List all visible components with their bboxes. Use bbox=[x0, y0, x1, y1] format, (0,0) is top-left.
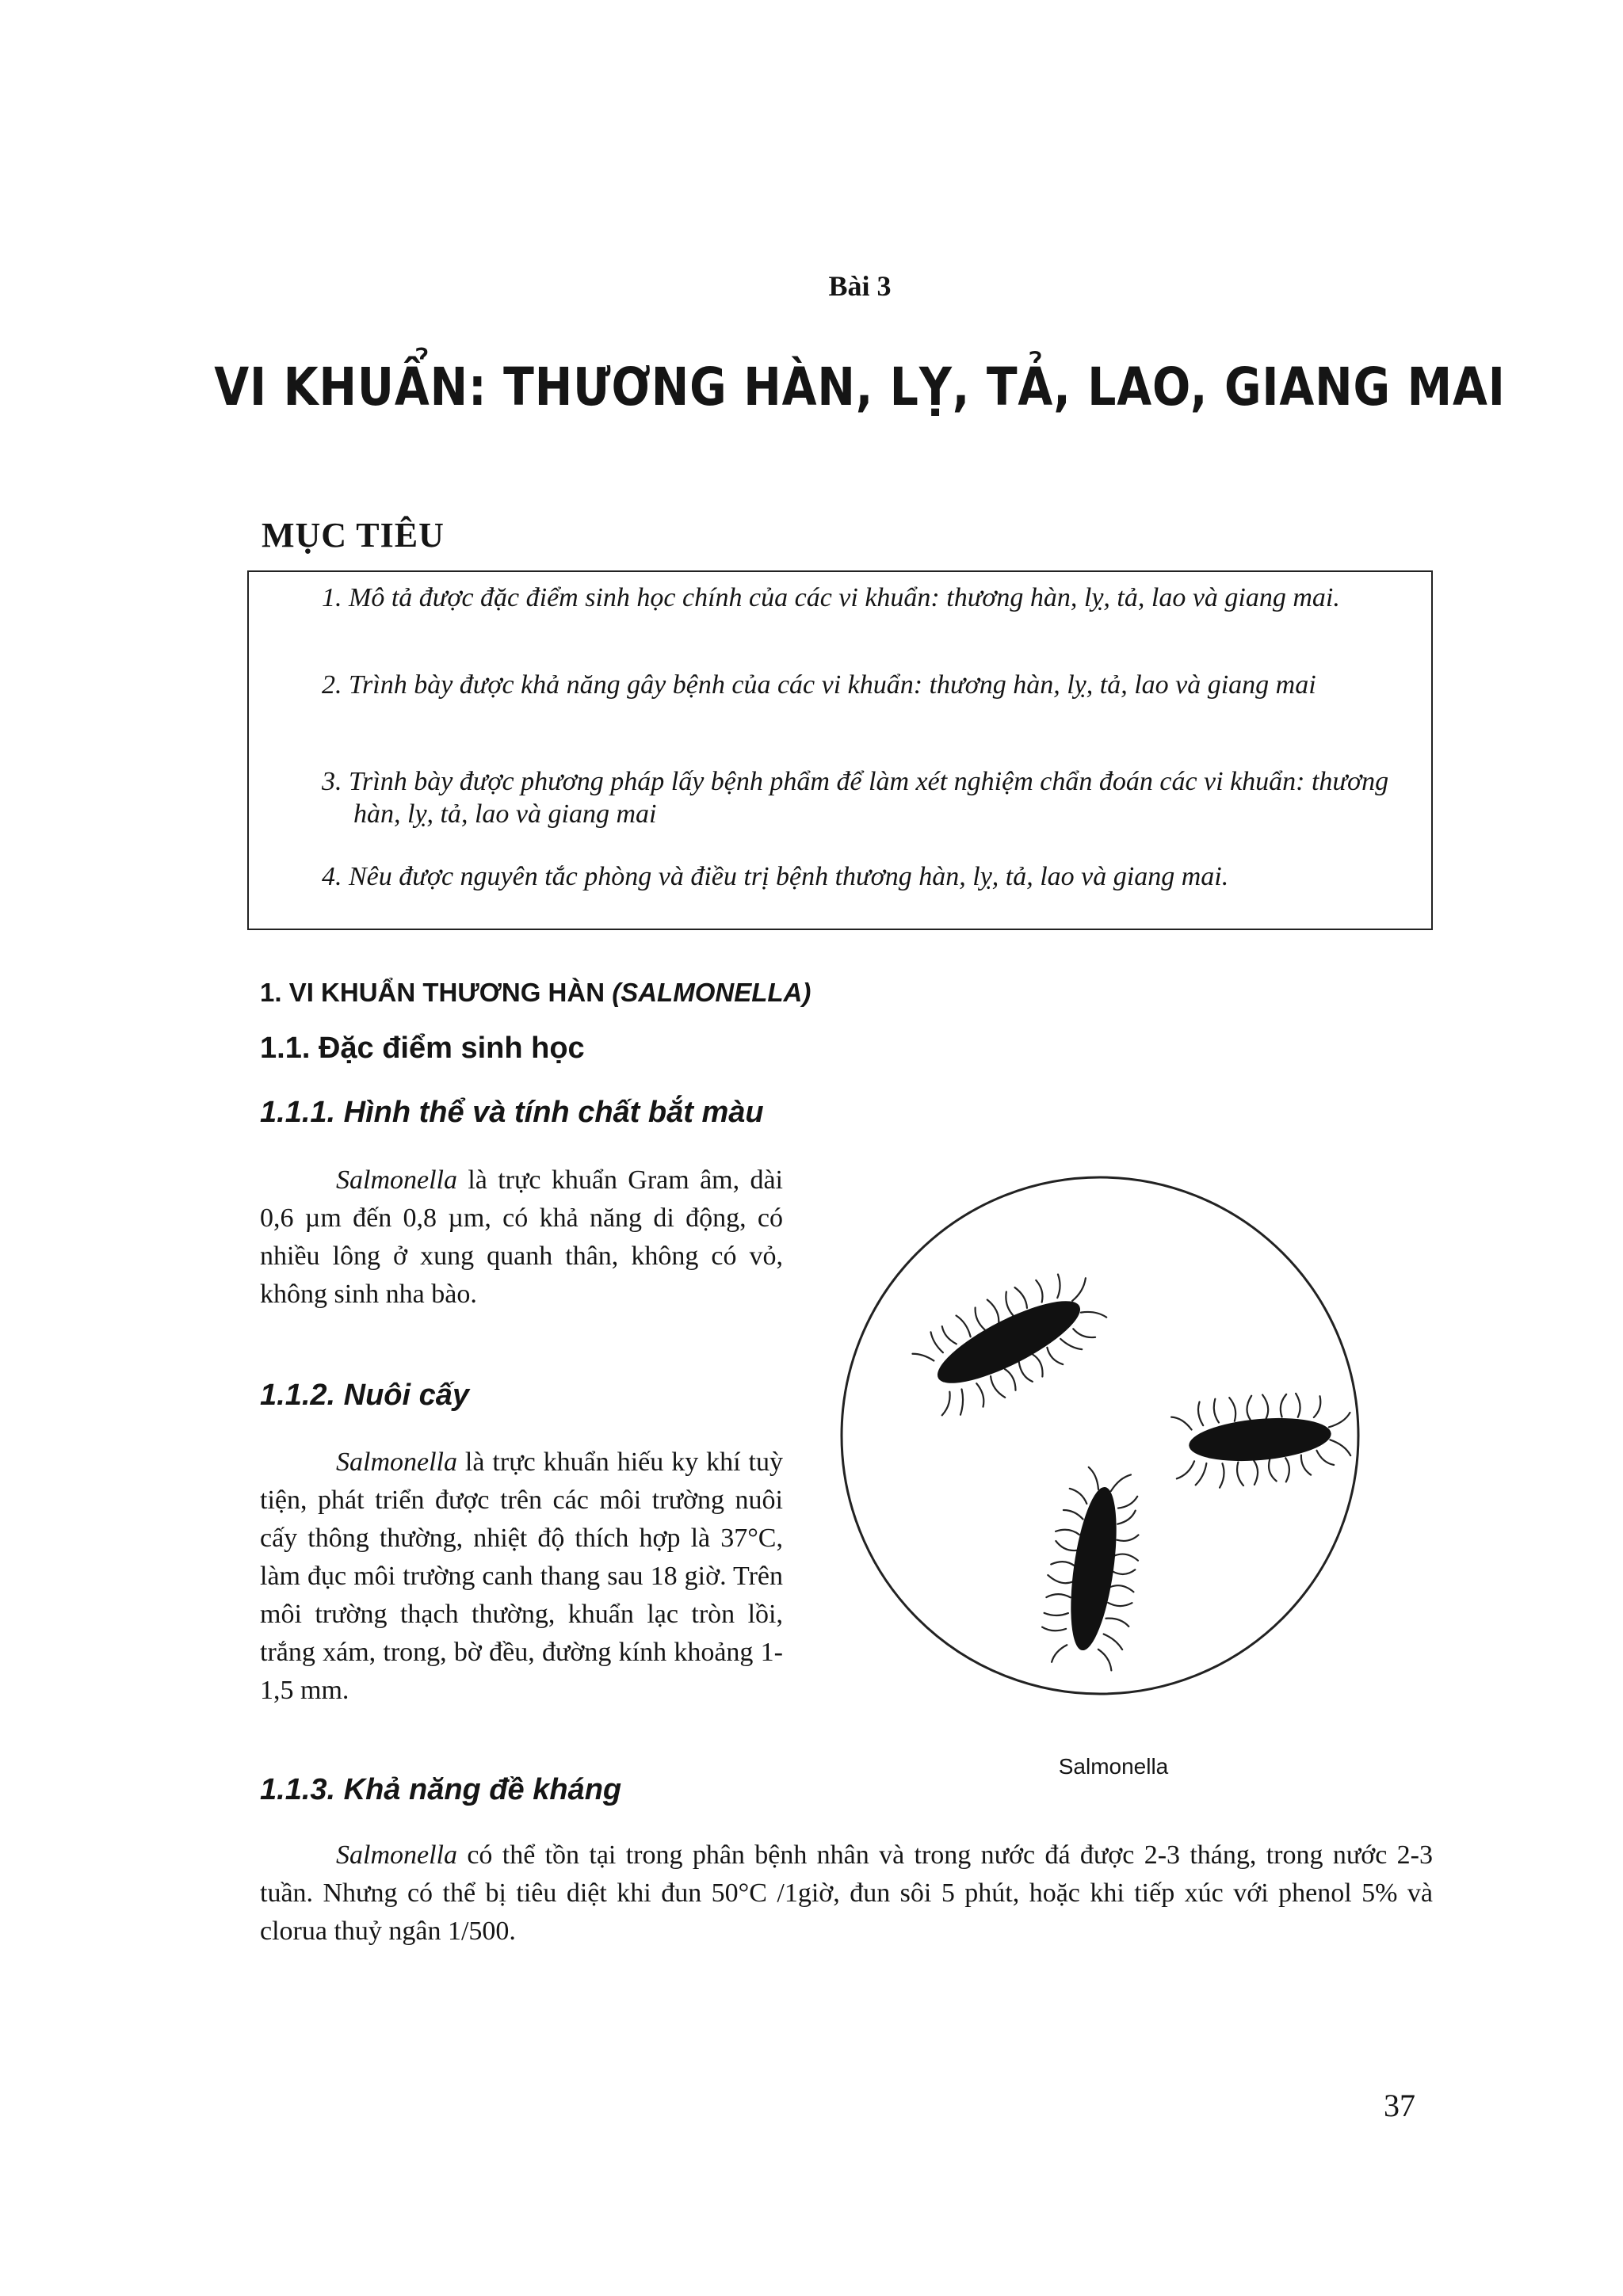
objective-item-3: 3. Trình bày được phương pháp lấy bệnh phẩm để làm xét nghiệm chẩn đoán các vi khuẩn: thương hàn, lỵ, tả, lao và giang mai bbox=[322, 767, 1389, 829]
resistance-heading: 1.1.3. Khả năng đề kháng bbox=[260, 1773, 622, 1806]
resistance-paragraph bbox=[260, 1836, 1433, 1951]
objective-item-4: 4. Nêu được nguyên tắc phòng và điều trị bệnh thương hàn, lỵ, tả, lao và giang mai. bbox=[322, 862, 1229, 891]
organism-name: Salmonella bbox=[336, 1165, 457, 1195]
objectives-heading: MỤC TIÊU bbox=[262, 516, 445, 555]
section-1-heading bbox=[260, 978, 811, 1008]
organism-name: Salmonella bbox=[336, 1447, 457, 1477]
salmonella-illustration-icon bbox=[838, 1174, 1361, 1697]
morphology-text: là trực khuẩn Gram âm, dài 0,6 µm đến 0,8 µm, có khả năng di động, có nhiều lông ở xung quanh thân, không có vỏ, không sinh nha bào. bbox=[260, 1165, 783, 1309]
objectives-box bbox=[247, 570, 1433, 930]
morphology-paragraph bbox=[260, 1161, 783, 1314]
lesson-number: Bài 3 bbox=[828, 270, 892, 302]
objective-item-2: 2. Trình bày được khả năng gây bệnh của các vi khuẩn: thương hàn, lỵ, tả, lao và giang mai bbox=[322, 670, 1316, 700]
resistance-text: có thể tồn tại trong phân bệnh nhân và trong nước đá được 2-3 tháng, trong nước 2-3 tuần. Nhưng có thể bị tiêu diệt khi đun 50°C /1giờ, đun sôi 5 phút, hoặc khi tiếp xúc với phenol 5% và clorua thuỷ ngân 1/500. bbox=[260, 1840, 1433, 1946]
morphology-heading: 1.1.1. Hình thể và tính chất bắt màu bbox=[260, 1096, 764, 1129]
culture-paragraph bbox=[260, 1444, 783, 1710]
organism-name: Salmonella bbox=[336, 1840, 457, 1870]
culture-heading: 1.1.2. Nuôi cấy bbox=[260, 1379, 470, 1412]
culture-text: là trực khuẩn hiếu ky khí tuỳ tiện, phát triển được trên các môi trường nuôi cấy thông thường, nhiệt độ thích hợp là 37°C, làm đục môi trường canh thang sau 18 giờ. Trên môi trường thạch thường, khuẩn lạc tròn lồi, trắng xám, trong, bờ đều, đường kính khoảng 1-1,5 mm. bbox=[260, 1447, 783, 1705]
page-number: 37 bbox=[1384, 2088, 1415, 2123]
figure-caption: Salmonella bbox=[1058, 1754, 1169, 1779]
chapter-title: VI KHUẨN: THƯƠNG HÀN, LỴ, TẢ, LAO, GIANG MAI bbox=[214, 357, 1506, 418]
section-1-heading-organism: (SALMONELLA) bbox=[612, 978, 812, 1007]
section-1-1-heading: 1.1. Đặc điểm sinh học bbox=[260, 1032, 585, 1065]
objective-item-1: 1. Mô tả được đặc điểm sinh học chính của các vi khuẩn: thương hàn, lỵ, tả, lao và giang mai. bbox=[322, 583, 1340, 612]
section-1-heading-text: 1. VI KHUẨN THƯƠNG HÀN bbox=[260, 978, 613, 1007]
